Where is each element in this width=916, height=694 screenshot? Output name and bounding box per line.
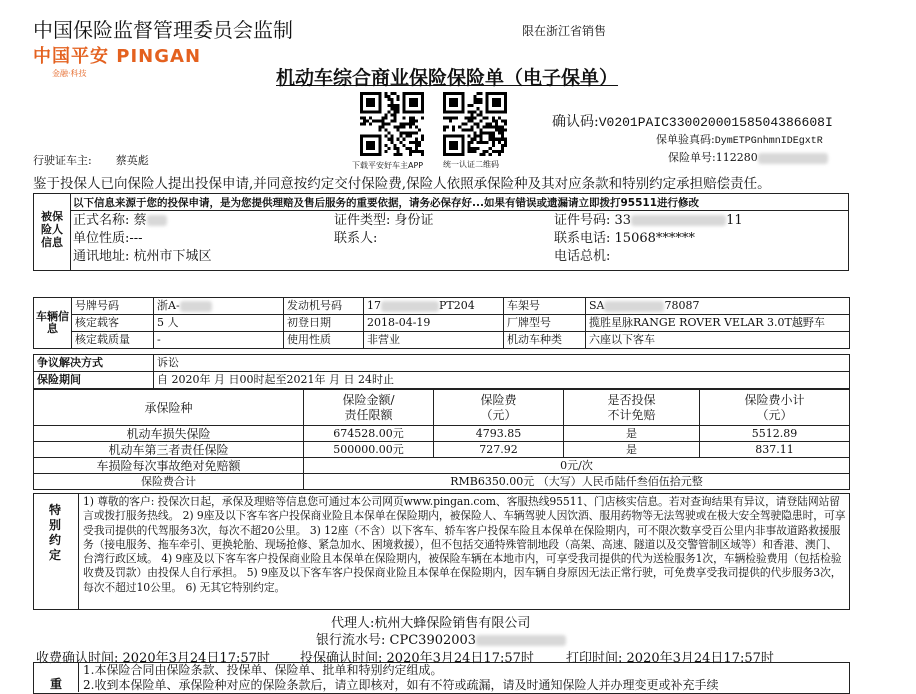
special-terms-label: 特别约定	[48, 503, 61, 562]
receipt-time: 收费确认时间: 2020年3月24日17:57时	[36, 651, 270, 666]
confirm-code: 确认码:V0201PAIC33002000158504386608I	[552, 114, 833, 130]
premium-total-label: 保险费合计	[34, 474, 304, 490]
confirm-time: 投保确认时间: 2020年3月24日17:57时	[300, 651, 534, 666]
insured-name: 正式名称: 蔡	[73, 213, 167, 229]
col-header-nondeductible: 是否投保 不计免赔	[564, 390, 700, 426]
document-title: 机动车综合商业保险保险单（电子保单）	[276, 67, 619, 89]
period-value: 自 2020年 月 日00时起至2021年 月 日 24时止	[154, 372, 850, 389]
col-header-premium: 保险费 （元）	[434, 390, 564, 426]
vehicle-section-label: 车辆信息	[34, 298, 72, 349]
qr1-caption: 下载平安好车主APP	[352, 161, 424, 170]
contact-person: 联系人:	[334, 231, 378, 246]
engine-value: 17 PT204	[364, 298, 504, 315]
coverage-nondeductible: 是	[564, 426, 700, 442]
unit-nature: 单位性质:---	[73, 231, 143, 246]
premium-total-value: RMB6350.00元 （大写）人民币陆仟叁佰伍拾元整	[304, 474, 850, 490]
region-note: 限在浙江省销售	[522, 24, 607, 38]
col-header-amount: 保险金额/ 责任限额	[304, 390, 434, 426]
contact-phone: 联系电话: 15068******	[554, 231, 695, 246]
seats-label: 核定载客	[72, 315, 154, 332]
coverage-name: 机动车损失保险	[34, 426, 304, 442]
coverage-subtotal: 837.11	[700, 442, 850, 458]
coverage-subtotal: 5512.89	[700, 426, 850, 442]
col-header-subtotal: 保险费小计 （元）	[700, 390, 850, 426]
load-label: 核定载质量	[72, 332, 154, 349]
pingan-logo: 中国平安 PINGAN	[33, 46, 202, 67]
dispute-value: 诉讼	[154, 355, 850, 372]
reg-date-value: 2018-04-19	[364, 315, 504, 332]
coverage-nondeductible: 是	[564, 442, 700, 458]
bank-serial: 银行流水号: CPC3902003	[316, 629, 566, 648]
model-label: 厂牌型号	[504, 315, 586, 332]
vehicle-table	[33, 297, 850, 349]
qr2-caption: 统一认证二维码	[443, 160, 499, 169]
load-value: -	[154, 332, 284, 349]
dispute-period-table	[33, 354, 850, 389]
table-row	[34, 426, 850, 442]
col-header-coverage: 承保险种	[34, 390, 304, 426]
type-label: 机动车种类	[504, 332, 586, 349]
insured-notice: 以下信息来源于您的投保申请，是为您提供理赔及售后服务的重要依据，请务必保存好...如果有错误或遗漏请立即拨打95511进行修改	[73, 197, 699, 209]
vin-label: 车架号	[504, 298, 586, 315]
vin-value: SA 78087	[586, 298, 850, 315]
regulator-title: 中国保险监督管理委员会监制	[33, 18, 293, 42]
deductible-label: 车损险每次事故绝对免赔额	[34, 458, 304, 474]
type-value: 六座以下客车	[586, 332, 850, 349]
reg-date-label: 初登日期	[284, 315, 364, 332]
auth-qr-code[interactable]	[443, 92, 507, 156]
id-number: 证件号码: 33 11	[554, 213, 743, 228]
coverage-name: 机动车第三者责任保险	[34, 442, 304, 458]
coverage-amount: 500000.00元	[304, 442, 434, 458]
coverage-premium: 727.92	[434, 442, 564, 458]
agent-name: 代理人:杭州大蜂保险销售有限公司	[331, 616, 531, 631]
coverage-premium: 4793.85	[434, 426, 564, 442]
intro-statement: 鉴于投保人已向保险人提出投保申请,并同意按约定交付保险费,保险人依照承保险种及其对应条款和特别约定承担赔偿责任。	[33, 176, 771, 192]
switchboard: 电话总机:	[554, 249, 611, 264]
verify-code: 保单验真码:DymETPGnhmnIDEgxtR	[656, 133, 823, 147]
deductible-value: 0元/次	[304, 458, 850, 474]
insured-section-label: 被保险人信息	[41, 210, 63, 249]
engine-label: 发动机号码	[284, 298, 364, 315]
app-qr-code[interactable]	[360, 92, 424, 156]
print-time: 打印时间: 2020年3月24日17:57时	[566, 651, 774, 666]
coverage-amount: 674528.00元	[304, 426, 434, 442]
dispute-label: 争议解决方式	[34, 355, 154, 372]
coverage-table	[33, 389, 850, 490]
period-label: 保险期间	[34, 372, 154, 389]
id-type: 证件类型: 身份证	[334, 213, 434, 228]
special-terms-text: 1) 尊敬的客户: 投保次日起，承保及理赔等信息您可通过本公司网页www.pingan.com、客服热线95511、门店核实信息。若对查询结果有异议，请登陆网站留言或拨打服务热线。 2) 9座及以下客车客户投保商业险且本保单在保险期内，被保险人、车辆驾驶人因饮酒、服用药物等无法驾驶或在极大安全驾驶隐患时，可享受我司提供的代驾服务3次，每次不超20公里。 3) 12座（不含）以下客车、轿车客户投保车险且本保单在保险期内，可不限次数享受百公里内非事故道路救援服务（接电服务、拖车牵引、更换轮胎、现场抢修、紧急加水、困境救援），但不包括交通特殊管制地段（高架、高速、隧道以及交警管制区域等）和香港、澳门、台湾行政区域。 4) 9座及以下客车客户投保商业险且本保单在保险期内，被保险车辆在本地市内，可享受我司提供的代为送检服务1次，车辆检验费用（包括检验收费及罚款）由投保人自行承担。 5) 9座及以下客车客户投保商业险且本保单在保险期内，因车辆自身原因无法正常行驶，可免费享受我司提供的代步服务3次，每次不超过10公里。 6) 无其它特别约定。	[83, 495, 846, 594]
mail-address: 通讯地址: 杭州市下城区	[73, 249, 212, 264]
plate-value: 浙A-	[154, 298, 284, 315]
license-owner: 行驶证车主: 蔡英彪	[33, 154, 149, 167]
usage-value: 非营业	[364, 332, 504, 349]
usage-label: 使用性质	[284, 332, 364, 349]
table-row	[34, 442, 850, 458]
note-line-2: 2.收到本保险单、承保险种对应的保险条款后，请立即核对，如有不符或疏漏，请及时通知保险人并办理变更或补充手续	[83, 678, 719, 692]
logo-tagline: 金融·科技	[52, 69, 87, 78]
plate-label: 号牌号码	[72, 298, 154, 315]
coverage-header-row	[34, 390, 850, 426]
seats-value: 5 人	[154, 315, 284, 332]
important-notes-label: 重	[50, 677, 63, 691]
note-line-1: 1.本保险合同由保险条款、投保单、保险单、批单和特别约定组成。	[83, 663, 443, 677]
policy-number: 保险单号:112280	[668, 149, 828, 165]
model-value: 揽胜星脉RANGE ROVER VELAR 3.0T越野车	[586, 315, 850, 332]
